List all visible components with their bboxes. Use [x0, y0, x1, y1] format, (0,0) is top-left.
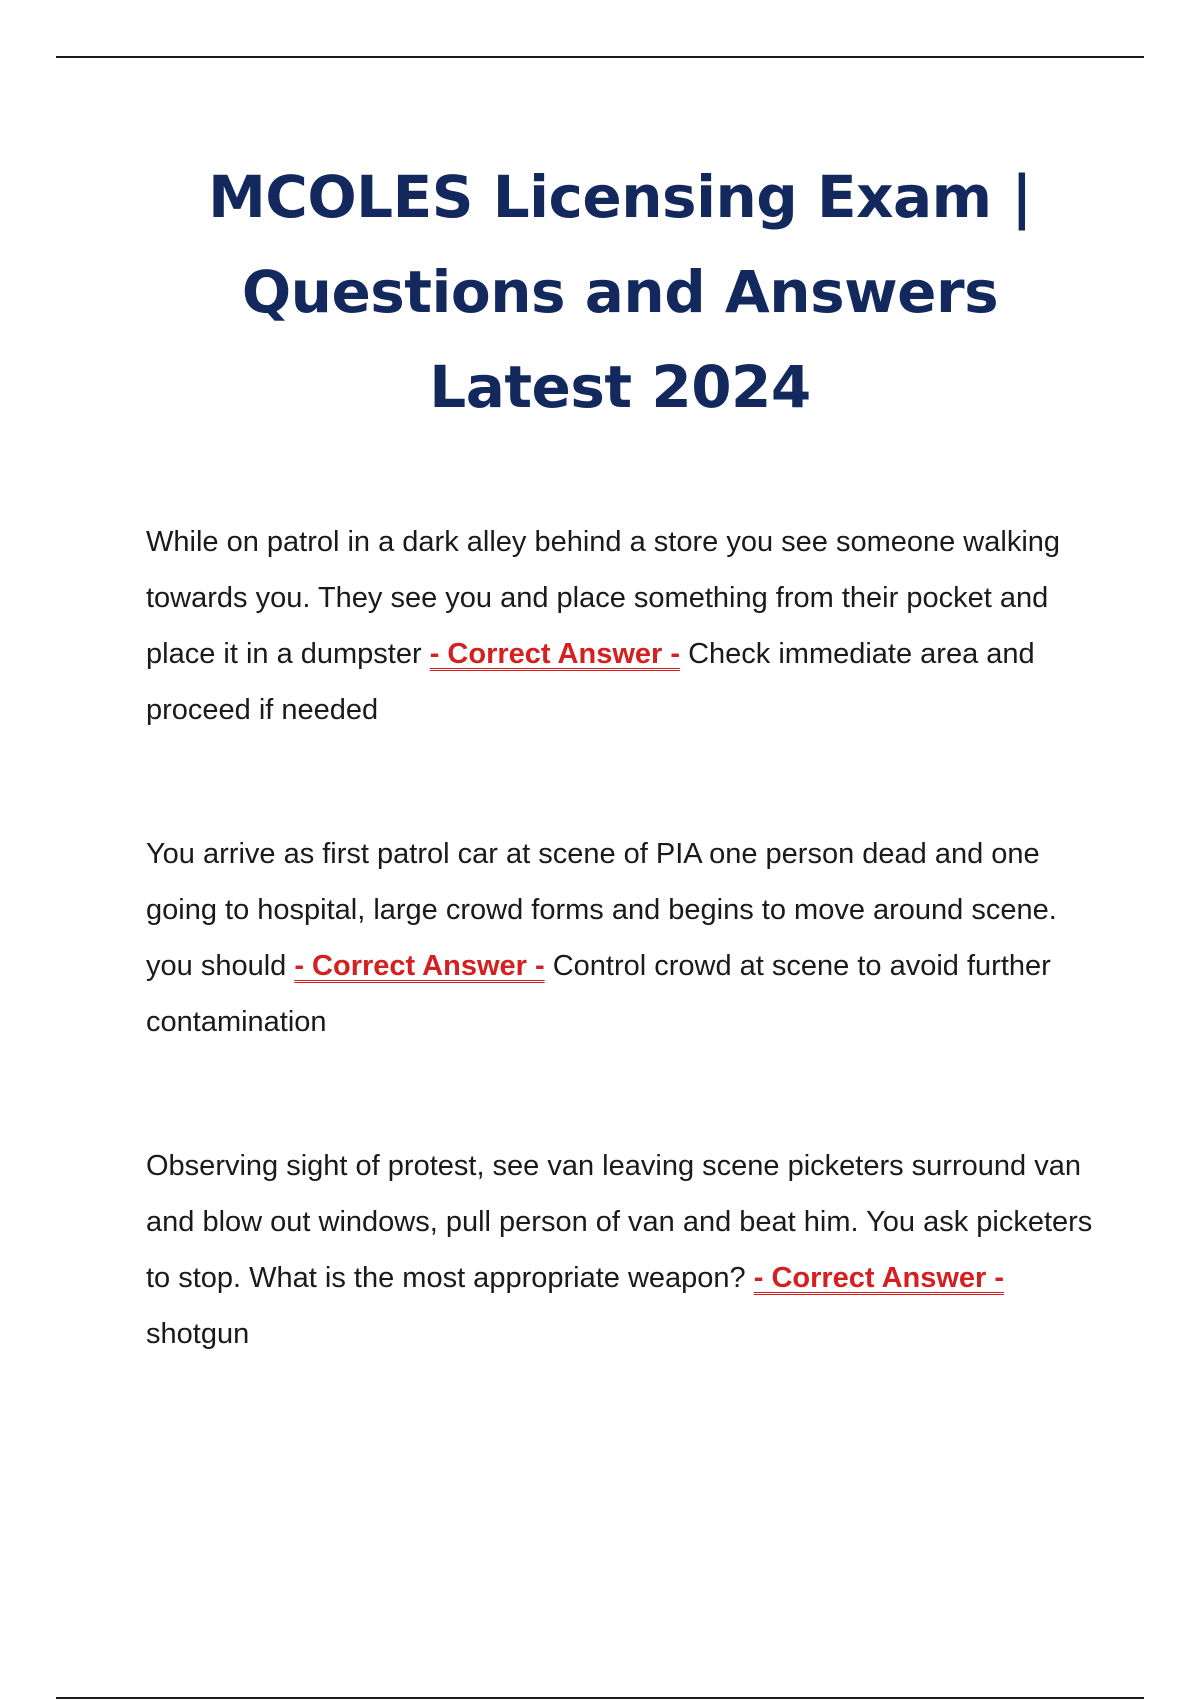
question-text: Observing sight of protest, see van leaving scene picketers surround van and blow out windows, pull person of van and beat him. You ask picketers to stop. What is the most appropriate weapon?: [146, 1150, 1093, 1294]
qa-item: [146, 826, 1096, 1050]
correct-answer-label: - Correct Answer -: [294, 950, 545, 982]
bottom-rule: [56, 1697, 1144, 1699]
answer-text: Check immediate area and proceed if needed: [146, 638, 1035, 726]
correct-answer-label: - Correct Answer -: [429, 638, 681, 670]
qa-item: [146, 514, 1096, 738]
question-text: You arrive as first patrol car at scene of PIA one person dead and one going to hospital, large crowd forms and begins to move around scene. you should: [146, 838, 1057, 982]
question-text: While on patrol in a dark alley behind a store you see someone walking towards you. They see you and place something from their pocket and place it in a dumpster: [146, 526, 1061, 670]
document-title: MCOLES Licensing Exam | Questions and Answers Latest 2024: [208, 163, 1032, 421]
qa-item: [146, 1138, 1096, 1362]
correct-answer-label: - Correct Answer -: [753, 1262, 1005, 1294]
answer-text: Control crowd at scene to avoid further contamination: [146, 950, 1051, 1038]
answer-text: shotgun: [146, 1318, 250, 1350]
top-rule: [56, 56, 1144, 58]
